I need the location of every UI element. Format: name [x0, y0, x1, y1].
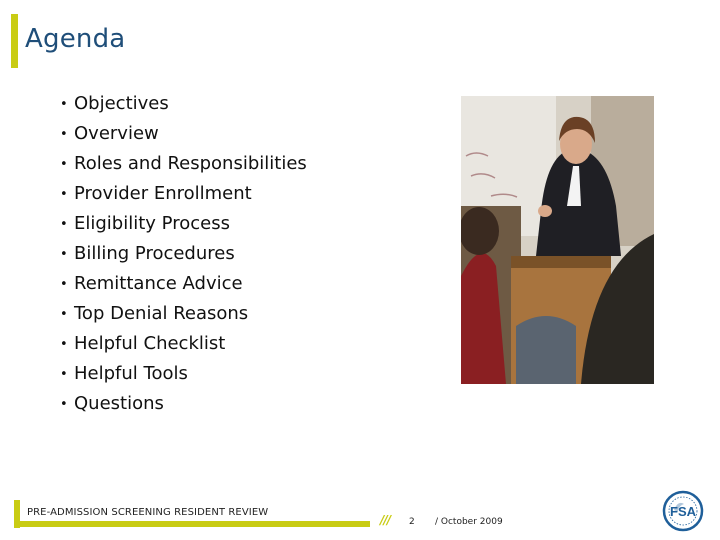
agenda-item: • Top Denial Reasons: [60, 299, 307, 329]
footer-separator: ///: [380, 513, 391, 527]
bullet-icon: •: [60, 97, 68, 112]
agenda-item: • Objectives: [60, 89, 307, 119]
footer-accent-line: [20, 521, 370, 527]
agenda-item: • Roles and Responsibilities: [60, 149, 307, 179]
agenda-item: • Billing Procedures: [60, 239, 307, 269]
agenda-list: [60, 89, 307, 419]
bullet-icon: •: [60, 367, 68, 382]
agenda-item: • Remittance Advice: [60, 269, 307, 299]
agenda-item: • Helpful Tools: [60, 359, 307, 389]
footer-program-name: PRE-ADMISSION SCREENING RESIDENT REVIEW: [27, 507, 269, 518]
bullet-icon: •: [60, 187, 68, 202]
agenda-item: • Eligibility Process: [60, 209, 307, 239]
page-number: 2: [409, 517, 415, 527]
bullet-icon: •: [60, 247, 68, 262]
agenda-item: • Helpful Checklist: [60, 329, 307, 359]
agenda-item: • Questions: [60, 389, 307, 419]
slide-title: Agenda: [25, 24, 126, 54]
bullet-icon: •: [60, 157, 68, 172]
bullet-icon: •: [60, 127, 68, 142]
bullet-icon: •: [60, 277, 68, 292]
bullet-icon: •: [60, 397, 68, 412]
bullet-icon: •: [60, 337, 68, 352]
footer-date: / October 2009: [435, 517, 503, 527]
logo-text: FSA: [670, 504, 696, 519]
bullet-icon: •: [60, 307, 68, 322]
fsa-logo-icon: [658, 490, 708, 532]
title-accent-bar: [11, 14, 18, 68]
presenter-photo: [461, 96, 654, 384]
bullet-icon: •: [60, 217, 68, 232]
presenter-illustration: [461, 96, 654, 384]
agenda-item: • Overview: [60, 119, 307, 149]
agenda-item: • Provider Enrollment: [60, 179, 307, 209]
